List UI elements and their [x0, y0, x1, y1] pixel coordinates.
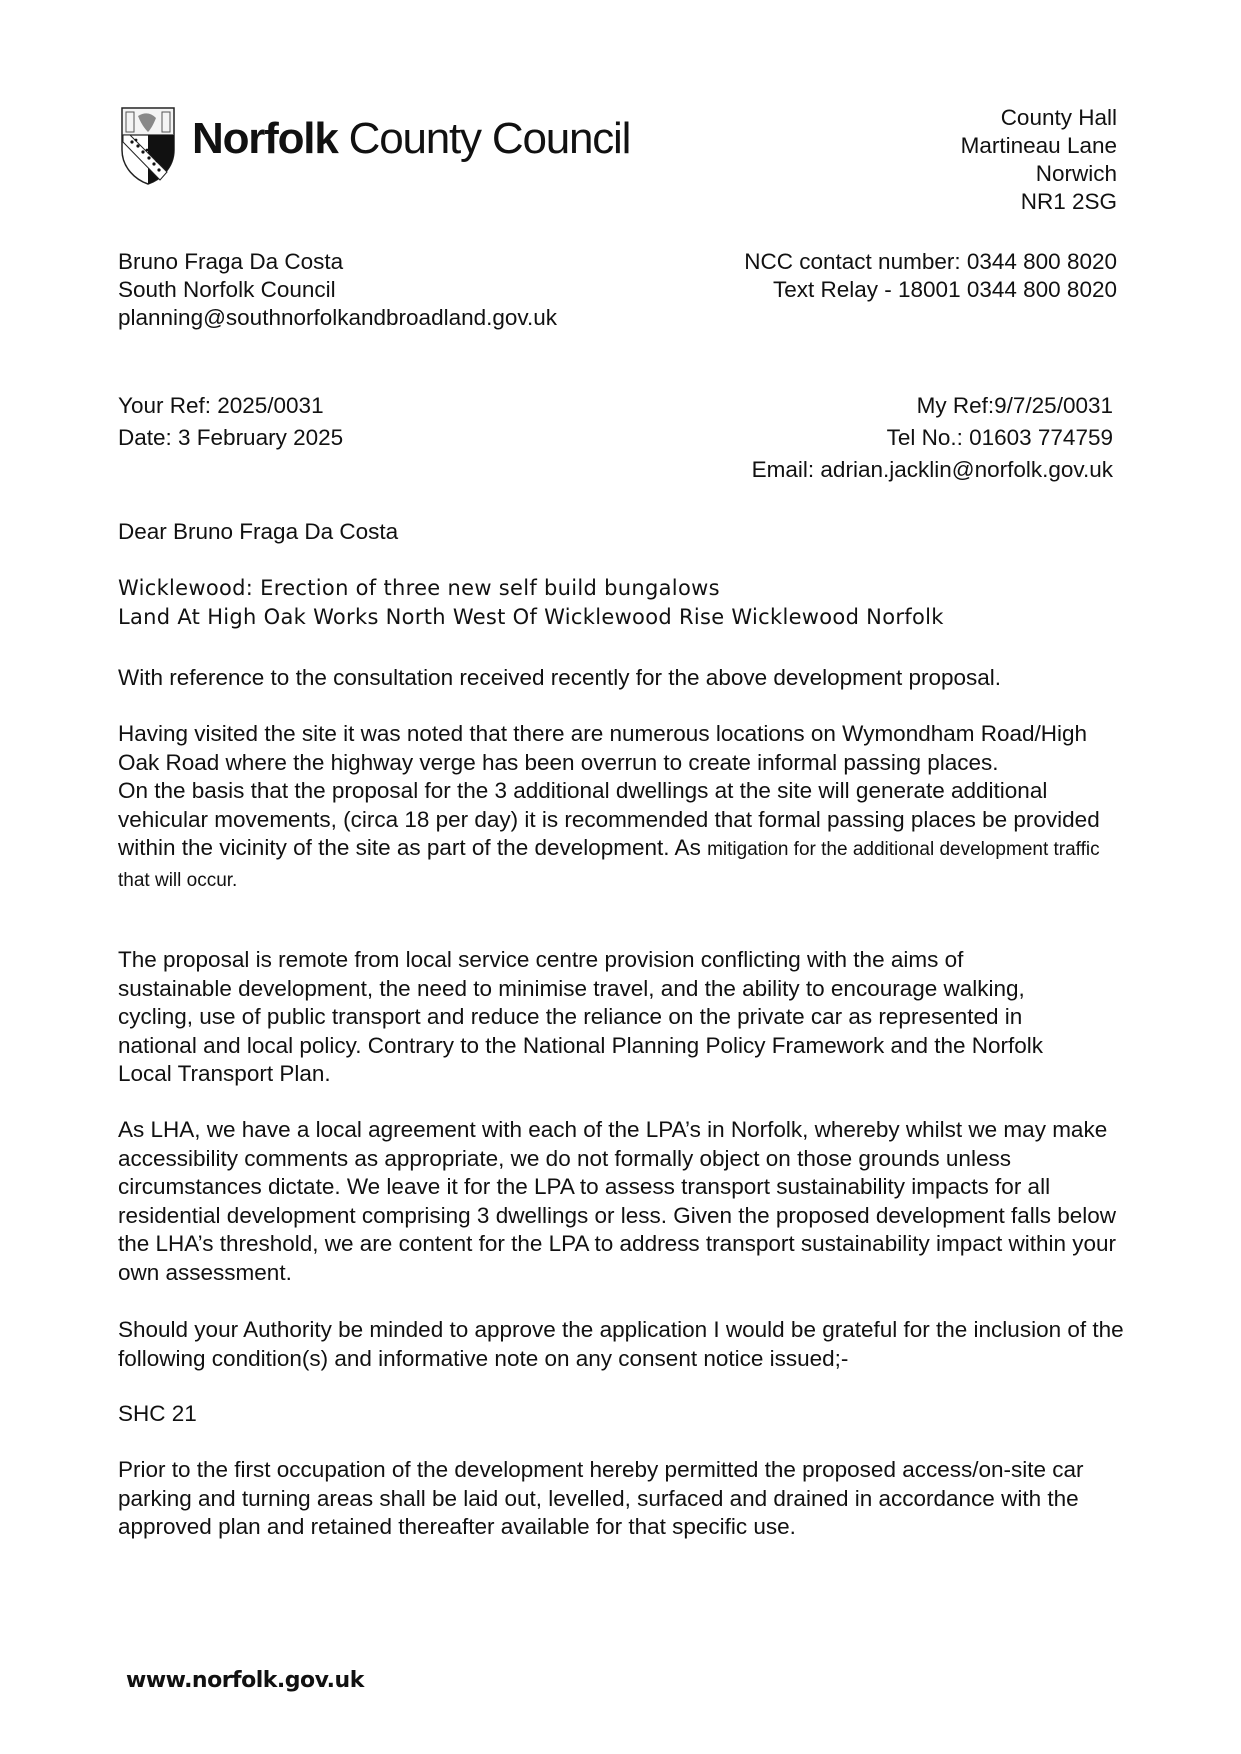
text-relay-number: Text Relay - 18001 0344 800 8020 — [772, 277, 1117, 302]
recipient-organisation: South Norfolk Council — [118, 277, 336, 302]
condition-text: Prior to the first occupation of the development hereby permitted the proposed access/on-site car parking and turning areas shall be laid out, levelled, surfaced and drained in accordance with the approved plan and retained thereafter available for that specific use. — [118, 1457, 1084, 1539]
address-line: NR1 2SG — [1020, 189, 1117, 214]
paragraph-site-visit: Having visited the site it was noted that there are numerous locations on Wymondham Road/High Oak Road where the highway verge has been overrun to create informal passing places. On the basis that the proposal for the 3 additional dwellings at the site will generate additional vehicular movements, (circa 18 per day) it is recommended that formal passing places be provided within the vicinity of the site as part of the development. As mitigation for the additional development traffic that will occur. — [118, 720, 1128, 895]
recipient-email: planning@southnorfolkandbroadland.gov.uk — [118, 305, 557, 330]
officer-email: Email: adrian.jacklin@norfolk.gov.uk — [751, 457, 1113, 482]
letter-date: Date: 3 February 2025 — [118, 425, 344, 450]
address-line: Norwich — [1035, 161, 1117, 186]
paragraph-sustainability: The proposal is remote from local service centre provision conflicting with the aims of sustainable development, the need to minimise travel, and the ability to encourage walking, cycling, use of public transport and reduce the reliance on the private car as represented in national and local policy. Contrary to the National Planning Policy Framework and the Norfolk Local Transport Plan. — [118, 947, 1044, 1086]
paragraph-conditions-request: Should your Authority be minded to approve the application I would be grateful for the inclusion of the following condition(s) and informative note on any consent notice issued;- — [118, 1317, 1124, 1371]
officer-tel: Tel No.: 01603 774759 — [886, 425, 1113, 450]
paragraph-passing-places: On the basis that the proposal for the 3 additional dwellings at the site will generate additional vehicular movements, (circa 18 per day) it is recommended that formal passing places be provided within the vicinity of the site as part of the development. As mitigation for the additional development traffic that will occur. — [118, 778, 1100, 891]
footer-website-link[interactable]: www.norfolk.gov.uk — [126, 1668, 364, 1693]
recipient-block — [118, 248, 557, 332]
paragraph-consultation: With reference to the consultation received recently for the above development proposal. — [118, 665, 1002, 690]
paragraph-lha-agreement: As LHA, we have a local agreement with each of the LPA’s in Norfolk, whereby whilst we may make accessibility comments as appropriate, we do not formally object on those grounds unless circumstances dictate. We leave it for the LPA to assess transport sustainability impacts for all residential development comprising 3 dwellings or less. Given the proposed development falls below the LHA’s threshold, we are content for the LPA to address transport sustainability impact within your own assessment. — [118, 1117, 1117, 1285]
address-line: County Hall — [1000, 105, 1117, 130]
address-line: Martineau Lane — [960, 133, 1117, 158]
contact-block — [744, 248, 1117, 304]
reference-left — [118, 390, 343, 454]
my-ref: My Ref:9/7/25/0031 — [916, 393, 1113, 418]
condition-code: SHC 21 — [118, 1401, 197, 1426]
ncc-contact-number: NCC contact number: 0344 800 8020 — [744, 249, 1117, 274]
subject-line: Wicklewood: Erection of three new self build bungalows — [118, 576, 720, 600]
subject-line: Land At High Oak Works North West Of Wicklewood Rise Wicklewood Norfolk — [118, 605, 944, 629]
subject-block — [118, 574, 944, 632]
sender-address — [961, 104, 1117, 216]
recipient-name: Bruno Fraga Da Costa — [118, 249, 344, 274]
reference-right — [752, 390, 1113, 486]
council-logo — [120, 106, 631, 186]
norfolk-crest-icon — [120, 106, 176, 186]
council-name: Norfolk County Council — [192, 114, 631, 163]
salutation: Dear Bruno Fraga Da Costa — [118, 519, 399, 544]
your-ref: Your Ref: 2025/0031 — [118, 393, 324, 418]
